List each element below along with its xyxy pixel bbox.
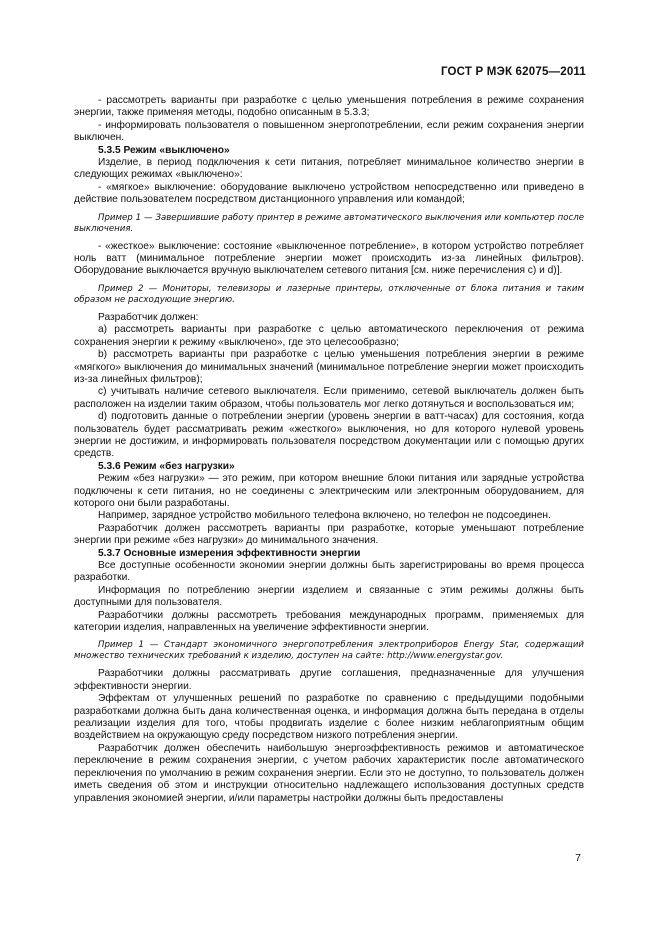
paragraph: Информация по потреблению энергии изделием и связанные с этим режимы должны быть доступными для пользователя. (74, 584, 584, 609)
paragraph: Например, зарядное устройство мобильного телефона включено, но телефон не подсоединен. (98, 510, 551, 522)
paragraph: Разработчики должны рассматривать другие соглашения, предназначенные для улучшения эффективности энергии. (74, 668, 584, 692)
paragraph: - «жесткое» выключение: состояние «выключенное потребление», в котором устройство потребляет ноль ватт (минимальное потребление энергии может происходить из-за линейных фильтров). Оборудование выключается вручную выключателем сетевого питания [см. ниже перечисления с) и d)]. (74, 240, 584, 277)
paragraph: a) рассмотреть варианты при разработке с целью автоматического переключения от режима сохранения энергии к режиму «выключено», где это целесообразно; (74, 324, 584, 348)
example-note: Пример 2 — Мониторы, телевизоры и лазерные принтеры, отключенные от блока питания и таким образом не расходующие энергию. (74, 283, 584, 305)
example-note: Пример 1 — Стандарт экономичного энергопотребления электроприборов Energy Star, содержащий множество технических требований к изделию, доступен на сайте: http://www.energystar.gov. (74, 640, 584, 662)
example-note: Пример 1 — Завершившие работу принтер в режиме автоматического выключения или компьютер после выключения. (74, 212, 584, 234)
section-heading: 5.3.6 Режим «без нагрузки» (98, 460, 235, 472)
paragraph: Разработчики должны рассмотреть требования международных программ, применяемых для категории изделия, направленных на увеличение эффективности энергии. (74, 609, 584, 634)
paragraph: b) рассмотреть варианты при разработке с целью уменьшения потребления энергии в режиме «мягкого» выключения до минимальных значений (минимальное потребление энергии может происходить из-за линейных фильтров); (74, 349, 584, 385)
paragraph: - рассмотреть варианты при разработке с целью уменьшения потребления в режиме сохранения энергии, также применяя методы, подобно описанным в 5.3.3; (74, 95, 584, 119)
standard-header: ГОСТ Р МЭК 62075—2011 (440, 66, 586, 78)
paragraph: c) учитывать наличие сетевого выключателя. Если применимо, сетевой выключатель должен быть расположен на изделии таким образом, чтобы пользователь мог легко дотянуться и воспользоваться им; (74, 386, 584, 410)
section-heading: 5.3.5 Режим «выключено» (98, 144, 230, 156)
paragraph: Изделие, в период подключения к сети питания, потребляет минимальное количество энергии в следующих режимах «выключено»: (74, 157, 584, 181)
paragraph: - информировать пользователя о повышенном энергопотреблении, если режим сохранения энергии выключен. (74, 119, 584, 144)
page-number: 7 (575, 852, 581, 864)
paragraph: - «мягкое» выключение: оборудование выключено устройством непосредственно или приведено в действие пользователем посредством дистанционного управления или командой; (74, 181, 584, 206)
paragraph: d) подготовить данные о потреблении энергии (уровень энергии в ватт-часах) для состояния, когда пользователь будет рассматривать режим «жесткого» выключения, но для которого нулевой уровень энергии не достижим, и информировать пользователя посредством документации или с помощью других средств. (74, 411, 584, 460)
paragraph: Все доступные особенности экономии энергии должны быть зарегистрированы во время процесса разработки. (74, 560, 584, 584)
paragraph: Режим «без нагрузки» — это режим, при котором внешние блоки питания или зарядные устройства подключены к сети питания, но не соединены с электрическим или электронным оборудованием, для которого они были разработаны. (74, 473, 584, 509)
paragraph: Эффектам от улучшенных решений по разработке по сравнению с предыдущими подобными разработками должна быть дана количественная оценка, и информация должна быть передана в отделы реализации изделия для того, чтобы продвигать изделие с более низким неблагоприятным общим воздействием на окружающую среду посредством низкого потребления энергии. (74, 693, 584, 742)
paragraph: Разработчик должен рассмотреть варианты при разработке, которые уменьшают потребление энергии при режиме «без нагрузки» до минимального значения. (74, 522, 584, 547)
body-text (74, 95, 584, 805)
paragraph: Разработчик должен обеспечить наибольшую энергоэффективность режимов и автоматическое переключение в режим сохранения энергии, с учетом рабочих характеристик после автоматического переключения по умолчанию в режим сохранения энергии. Если это не доступно, то пользователь должен иметь сведения об этом и инструкции относительно надлежащего использования доступных средств управления экономией энергии, и/или параметры настройки должны быть предоставлены (74, 742, 584, 804)
paragraph: Разработчик должен: (98, 311, 199, 323)
section-heading: 5.3.7 Основные измерения эффективности энергии (98, 547, 361, 559)
